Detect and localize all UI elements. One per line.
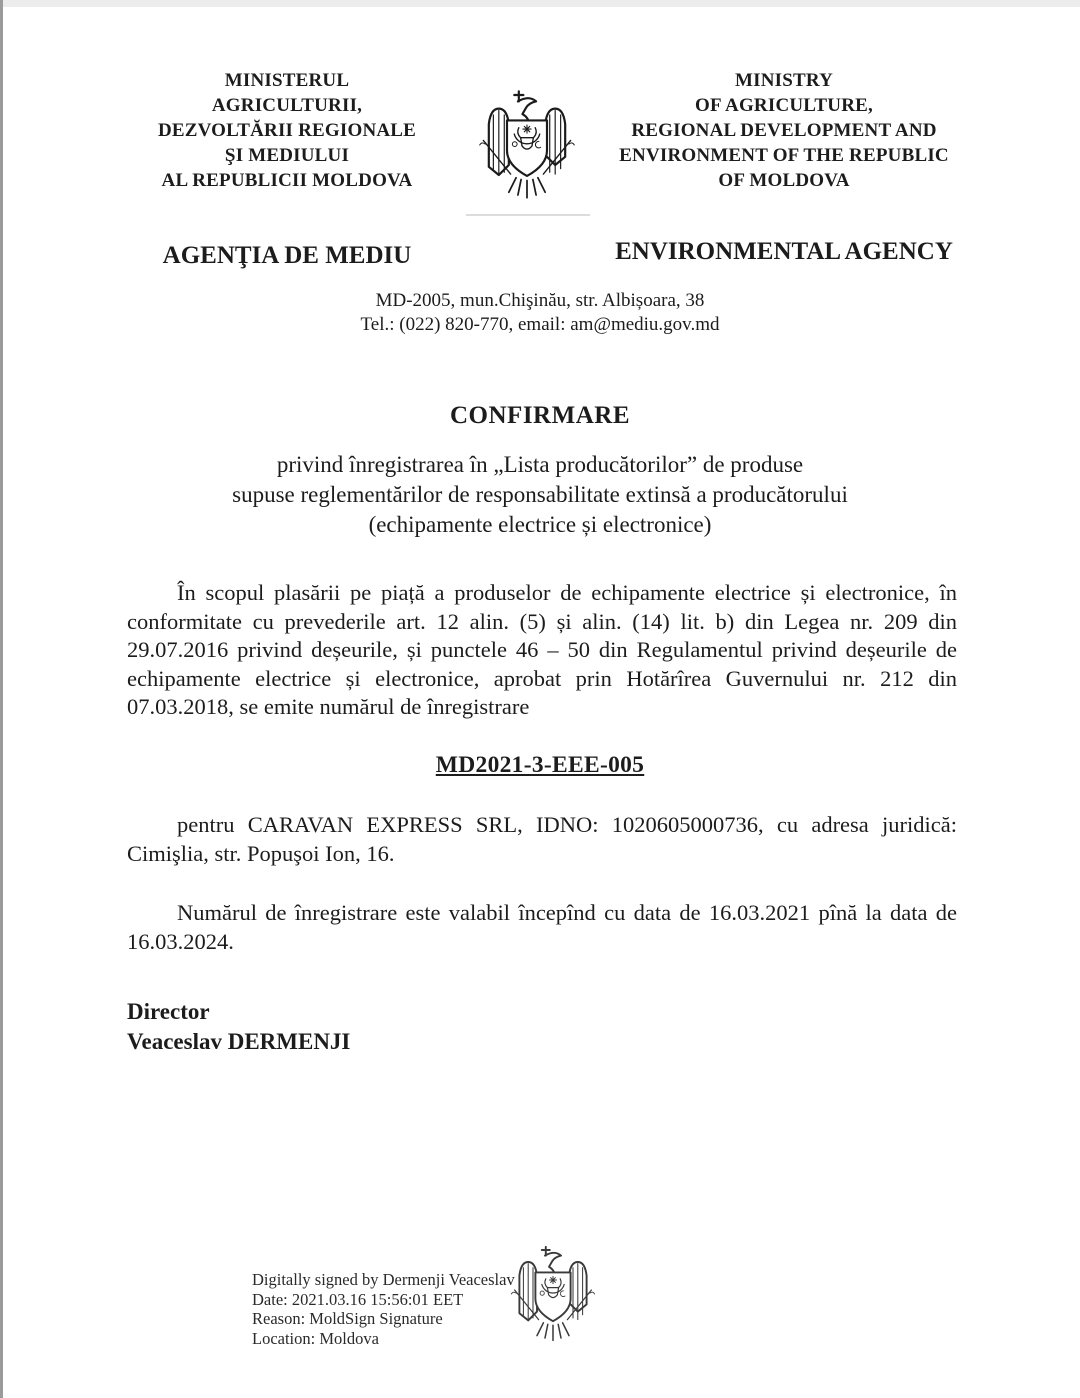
address-line-1: MD-2005, mun.Chişinău, str. Albișoara, 38 <box>375 290 705 311</box>
body-paragraph-2: pentru CARAVAN EXPRESS SRL, IDNO: 1020605000736, cu adresa juridică: Cimişlia, str. Popuşoi Ion, 16. <box>127 812 957 866</box>
signer-name: Veaceslav DERMENJI <box>127 1029 351 1054</box>
registration-number-line <box>0 752 1080 779</box>
moldova-coat-of-arms-icon <box>477 84 577 206</box>
page-left-edge <box>0 0 3 1398</box>
ministry-en-line: REGIONAL DEVELOPMENT AND <box>631 120 937 141</box>
ministry-name-en <box>596 68 972 193</box>
subtitle-line-1: privind înregistrarea în „Lista producătorilor” de produse <box>276 452 804 477</box>
ministry-ro-line: DEZVOLTĂRII REGIONALE <box>157 120 417 141</box>
signer-role: Director <box>127 999 210 1024</box>
emblem-divider <box>466 214 590 216</box>
digital-signature-stamp <box>252 1270 515 1348</box>
registration-number: MD2021-3-EEE-005 <box>435 752 645 778</box>
agency-name-ro: AGENŢIA DE MEDIU <box>162 242 412 269</box>
moldova-coat-of-arms-icon <box>509 1240 597 1348</box>
address-line-2: Tel.: (022) 820-770, email: am@mediu.gov.md <box>360 314 720 335</box>
agency-name-en: ENVIRONMENTAL AGENCY <box>615 238 953 265</box>
ministry-en-line: ENVIRONMENT OF THE REPUBLIC <box>619 145 949 166</box>
document-title: CONFIRMARE <box>450 402 630 429</box>
digsig-reason: Reason: MoldSign Signature <box>252 1309 443 1328</box>
ministry-ro-line: AGRICULTURII, <box>211 95 363 116</box>
ministry-en-line: OF AGRICULTURE, <box>695 95 873 116</box>
digsig-signed-by: Digitally signed by Dermenji Veaceslav <box>252 1270 515 1289</box>
page-top-strip <box>3 0 1080 7</box>
ministry-en-line: OF MOLDOVA <box>718 170 850 191</box>
ministry-ro-line: AL REPUBLICII MOLDOVA <box>161 170 413 191</box>
ministry-ro-line: MINISTERUL <box>224 70 350 91</box>
ministry-name-ro <box>128 68 446 193</box>
body-paragraph-3: Numărul de înregistrare este valabil începînd cu data de 16.03.2021 pînă la data de 16.03.2024. <box>127 900 957 954</box>
ministry-en-line: MINISTRY <box>734 70 834 91</box>
agency-address <box>0 289 1080 337</box>
ministry-ro-line: ŞI MEDIULUI <box>224 145 350 166</box>
digsig-location: Location: Moldova <box>252 1328 379 1348</box>
subtitle-line-3: (echipamente electrice și electronice) <box>368 512 712 537</box>
subtitle-line-2: supuse reglementărilor de responsabilitate extinsă a producătorului <box>232 482 848 507</box>
body-paragraph-1: În scopul plasării pe piață a produselor de echipamente electrice și electronice, în conformitate cu prevederile art. 12 alin. (5) și alin. (14) lit. b) din Legea nr. 209 din 29.07.2016 privind deșeurile, și punctele 46 – 50 din Regulamentul privind deșeurile de echipamente electrice și electronice, aprobat prin Hotărîrea Guvernului nr. 212 din 07.03.2018, se emite numărul de înregistrare <box>127 580 957 719</box>
digsig-date: Date: 2021.03.16 15:56:01 EET <box>252 1289 464 1309</box>
document-subtitle <box>0 450 1080 540</box>
